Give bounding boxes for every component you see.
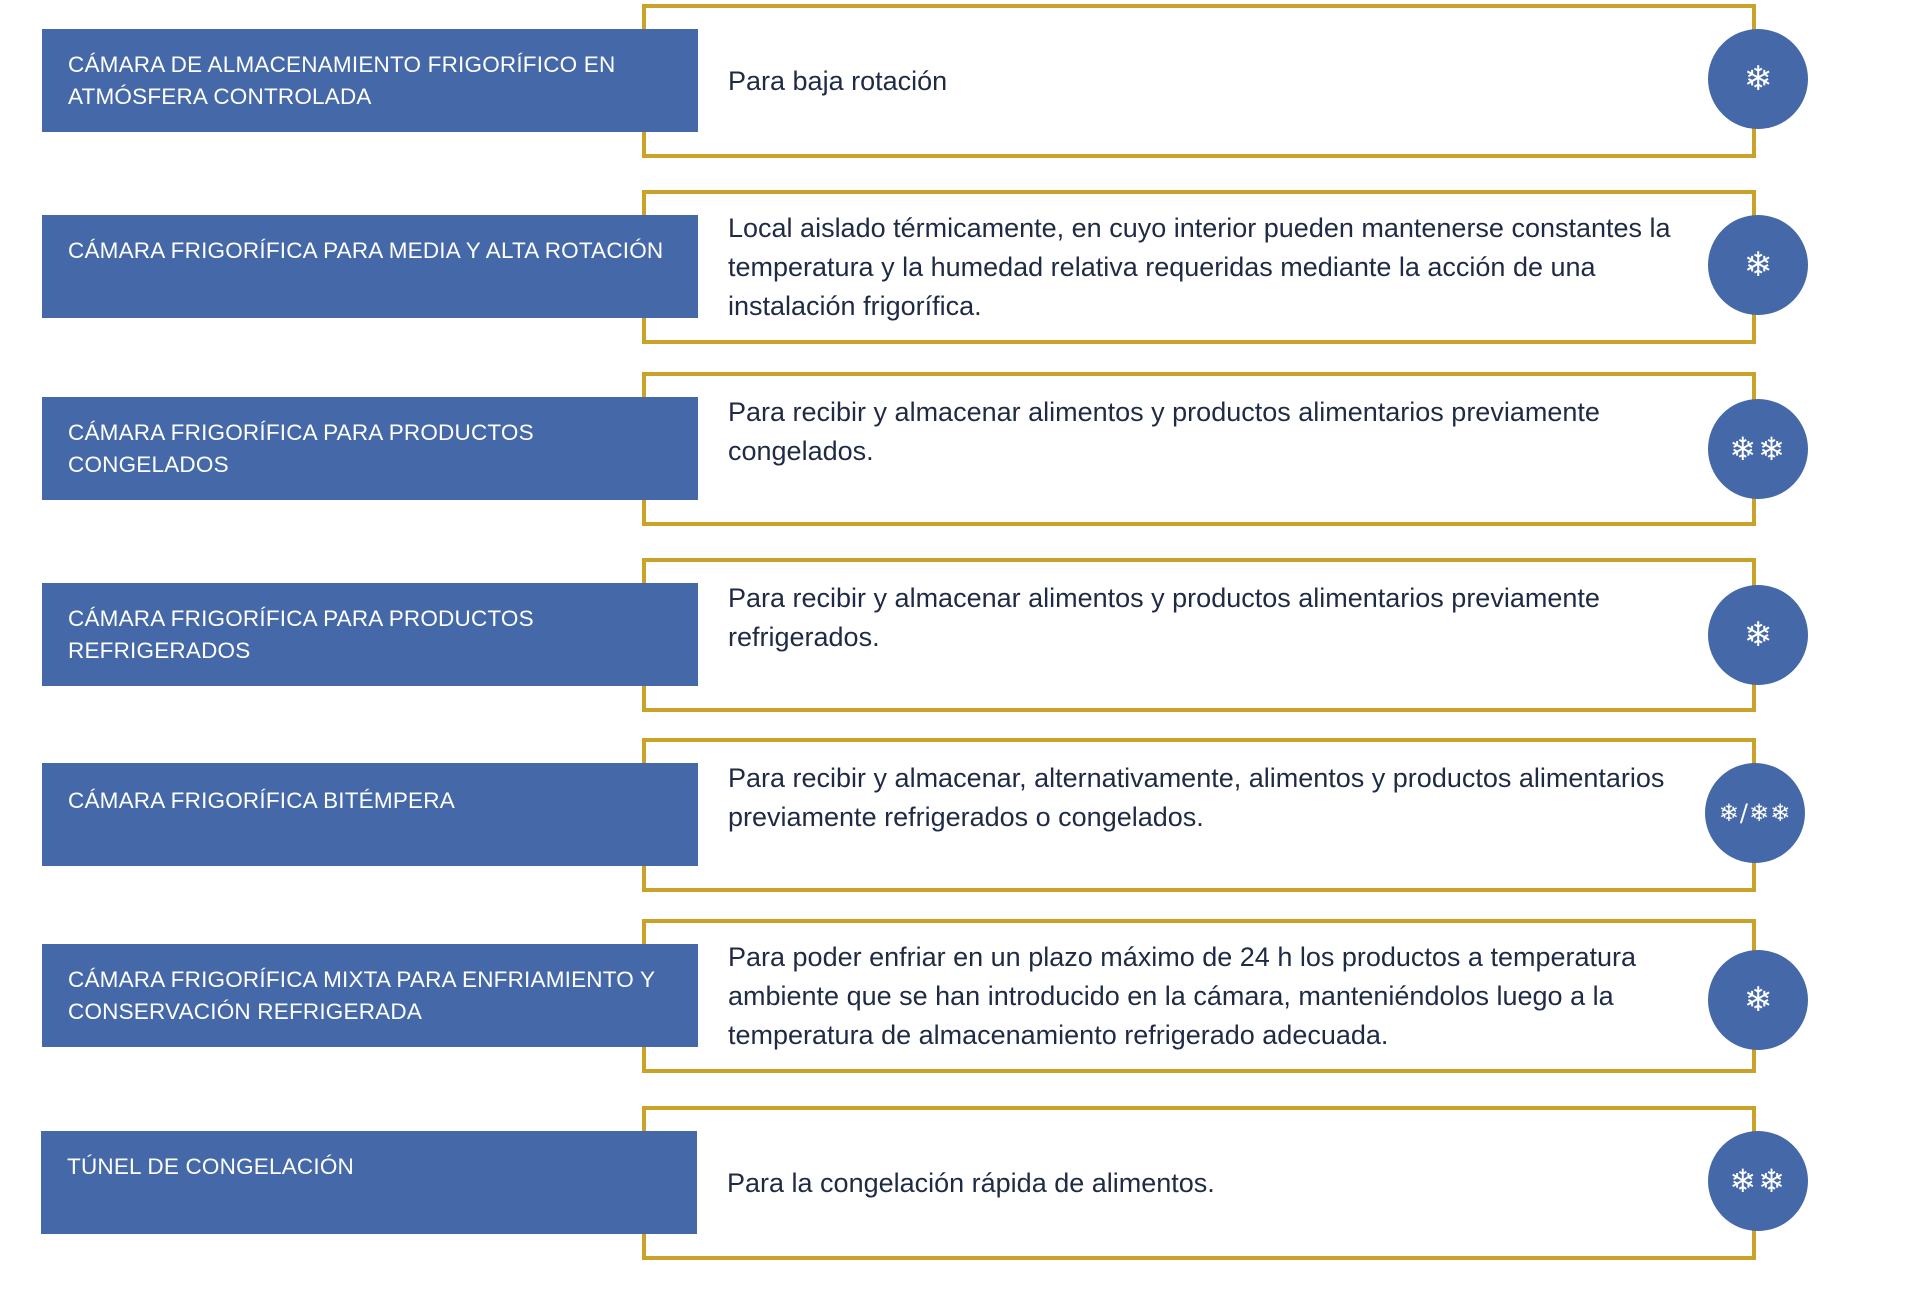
category-label: CÁMARA FRIGORÍFICA PARA MEDIA Y ALTA ROTACIÓN (42, 215, 698, 318)
snowflake-icon: ❄ (1708, 950, 1808, 1050)
category-label: CÁMARA FRIGORÍFICA PARA PRODUCTOS REFRIGERADOS (42, 583, 698, 686)
description-text: Para baja rotación (728, 65, 948, 96)
description-text: Para recibir y almacenar alimentos y productos alimentarios previamente refrigerados. (728, 583, 1600, 652)
snowflake-icon: ❄ (1708, 29, 1808, 129)
description-text: Para la congelación rápida de alimentos. (727, 1167, 1215, 1198)
category-label: CÁMARA FRIGORÍFICA PARA PRODUCTOS CONGELADOS (42, 397, 698, 500)
category-label: TÚNEL DE CONGELACIÓN (41, 1131, 697, 1234)
double-snowflake-icon: ❄❄ (1708, 1131, 1808, 1231)
double-snowflake-icon: ❄❄ (1708, 399, 1808, 499)
snowflake-or-double-snowflake-icon: ❄/❄❄ (1705, 763, 1805, 863)
description-text: Para recibir y almacenar, alternativamente, alimentos y productos alimentarios previamente refrigerados o congelados. (728, 763, 1665, 832)
category-label: CÁMARA FRIGORÍFICA MIXTA PARA ENFRIAMIENTO Y CONSERVACIÓN REFRIGERADA (42, 944, 698, 1047)
description-text: Para recibir y almacenar alimentos y productos alimentarios previamente congelados. (728, 397, 1600, 466)
snowflake-icon: ❄ (1708, 215, 1808, 315)
category-label: CÁMARA FRIGORÍFICA BITÉMPERA (42, 763, 698, 866)
description-text: Para poder enfriar en un plazo máximo de 24 h los productos a temperatura ambiente que se han introducido en la cámara, manteniéndolos luego a la temperatura de almacenamiento refrigerado adecuada. (728, 941, 1637, 1050)
snowflake-icon: ❄ (1708, 585, 1808, 685)
category-label: CÁMARA DE ALMACENAMIENTO FRIGORÍFICO EN ATMÓSFERA CONTROLADA (42, 29, 698, 132)
description-text: Local aislado térmicamente, en cuyo interior pueden mantenerse constantes la temperatura y la humedad relativa requeridas mediante la acción de una instalación frigorífica. (728, 212, 1671, 321)
